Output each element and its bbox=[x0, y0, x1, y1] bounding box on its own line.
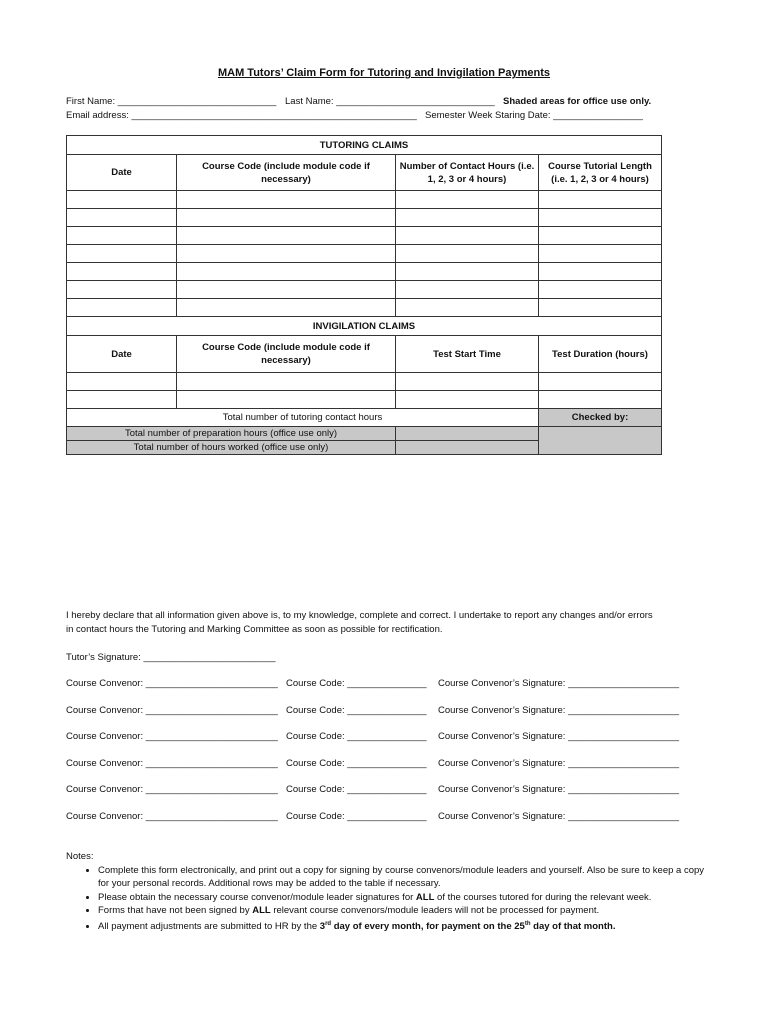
note-emphasis bbox=[320, 921, 616, 932]
hours-worked-label: Total number of hours worked (office use only) bbox=[67, 441, 396, 455]
invigilation-col-course-code: Course Code (include module code if necessary) bbox=[177, 336, 396, 373]
table-row bbox=[67, 209, 662, 227]
course-code-field[interactable]: Course Code: _______________ bbox=[286, 758, 427, 769]
table-cell[interactable] bbox=[177, 299, 396, 317]
table-cell[interactable] bbox=[539, 299, 662, 317]
note-day-number: 25 bbox=[514, 920, 525, 932]
note-text: of the courses tutored for during the relevant week. bbox=[434, 891, 652, 903]
note-emphasis: ALL bbox=[252, 905, 271, 916]
table-row bbox=[67, 373, 662, 391]
table-cell[interactable] bbox=[539, 263, 662, 281]
course-convenor-signature-field[interactable]: Course Convenor’s Signature: _____________________ bbox=[438, 678, 680, 689]
table-cell[interactable] bbox=[67, 263, 177, 281]
table-cell[interactable] bbox=[67, 391, 177, 409]
declaration bbox=[66, 609, 706, 637]
table-cell[interactable] bbox=[396, 281, 539, 299]
table-row bbox=[67, 263, 662, 281]
table-cell[interactable] bbox=[67, 209, 177, 227]
invigilation-col-duration: Test Duration (hours) bbox=[539, 336, 662, 373]
form-title: MAM Tutors’ Claim Form for Tutoring and Invigilation Payments bbox=[217, 67, 551, 79]
notes-section bbox=[66, 850, 706, 933]
course-convenor-signature-field[interactable]: Course Convenor’s Signature: _____________________ bbox=[438, 758, 680, 769]
email-field[interactable]: Email address: ______________________________________________________ bbox=[66, 110, 417, 121]
table-cell[interactable] bbox=[396, 263, 539, 281]
table-cell[interactable] bbox=[177, 373, 396, 391]
course-convenor-field[interactable]: Course Convenor: _________________________ bbox=[66, 731, 278, 742]
note-text: relevant course convenors/module leaders will not be processed for payment. bbox=[270, 905, 600, 916]
preparation-hours-label: Total number of preparation hours (office use only) bbox=[67, 427, 396, 441]
first-name-field[interactable]: First Name: ______________________________ bbox=[66, 96, 277, 107]
course-convenor-signature-field[interactable]: Course Convenor’s Signature: _____________________ bbox=[438, 784, 680, 795]
note-text: Forms that have not been signed by bbox=[98, 905, 253, 916]
declaration-line-1: I hereby declare that all information given above is, to my knowledge, complete and correct. I undertake to report any changes and/or errors bbox=[66, 610, 653, 621]
hours-worked-value bbox=[396, 441, 539, 455]
course-code-field[interactable]: Course Code: _______________ bbox=[286, 705, 427, 716]
table-cell[interactable] bbox=[539, 227, 662, 245]
table-cell[interactable] bbox=[396, 299, 539, 317]
table-row bbox=[67, 391, 662, 409]
preparation-hours-value bbox=[396, 427, 539, 441]
office-note: Shaded areas for office use only. bbox=[503, 96, 652, 107]
tutoring-col-tutorial-length: Course Tutorial Length (i.e. 1, 2, 3 or 4 hours) bbox=[539, 155, 662, 191]
table-cell[interactable] bbox=[396, 227, 539, 245]
course-convenor-signature-field[interactable]: Course Convenor’s Signature: _____________________ bbox=[438, 811, 680, 822]
table-cell[interactable] bbox=[177, 263, 396, 281]
table-cell[interactable] bbox=[396, 209, 539, 227]
note-text: Please obtain the necessary course convenor/module leader signatures for bbox=[98, 891, 416, 903]
table-cell[interactable] bbox=[539, 373, 662, 391]
tutoring-claims-heading: TUTORING CLAIMS bbox=[67, 136, 662, 155]
table-cell[interactable] bbox=[177, 245, 396, 263]
course-convenor-field[interactable]: Course Convenor: _________________________ bbox=[66, 811, 278, 822]
invigilation-col-start-time: Test Start Time bbox=[396, 336, 539, 373]
course-convenor-signature-field[interactable]: Course Convenor’s Signature: _____________________ bbox=[438, 731, 680, 742]
claims-table bbox=[66, 135, 662, 455]
table-row bbox=[67, 281, 662, 299]
table-cell[interactable] bbox=[396, 373, 539, 391]
note-item bbox=[98, 891, 706, 905]
note-text: day of every month, for payment on the bbox=[331, 920, 515, 932]
table-cell[interactable] bbox=[177, 209, 396, 227]
table-cell[interactable] bbox=[539, 245, 662, 263]
table-cell[interactable] bbox=[67, 191, 177, 209]
table-cell[interactable] bbox=[177, 281, 396, 299]
course-convenor-field[interactable]: Course Convenor: _________________________ bbox=[66, 705, 278, 716]
table-cell[interactable] bbox=[539, 209, 662, 227]
table-cell[interactable] bbox=[67, 373, 177, 391]
tutoring-col-date: Date bbox=[67, 155, 177, 191]
table-cell[interactable] bbox=[67, 227, 177, 245]
table-row bbox=[67, 191, 662, 209]
course-code-field[interactable]: Course Code: _______________ bbox=[286, 784, 427, 795]
table-cell[interactable] bbox=[396, 245, 539, 263]
course-convenor-field[interactable]: Course Convenor: _________________________ bbox=[66, 758, 278, 769]
checked-by-label: Checked by: bbox=[539, 409, 662, 427]
declaration-line-2: in contact hours the Tutoring and Marking Committee as soon as possible for rectification. bbox=[66, 624, 443, 635]
table-cell[interactable] bbox=[177, 191, 396, 209]
last-name-field[interactable]: Last Name: ______________________________ bbox=[285, 96, 495, 107]
course-code-field[interactable]: Course Code: _______________ bbox=[286, 811, 427, 822]
table-cell[interactable] bbox=[177, 227, 396, 245]
tutoring-col-course-code: Course Code (include module code if necessary) bbox=[177, 155, 396, 191]
total-tutoring-hours-label: Total number of tutoring contact hours bbox=[67, 409, 539, 427]
note-text: day of that month. bbox=[530, 920, 616, 932]
course-code-field[interactable]: Course Code: _______________ bbox=[286, 731, 427, 742]
note-text: Complete this form electronically, and print out a copy for signing by course convenors/module leaders and yourself. Also be sure to keep a copy for your personal records. Additional rows may be added to the table if necessary. bbox=[98, 864, 705, 889]
note-ordinal: rd bbox=[325, 920, 332, 927]
notes-heading: Notes: bbox=[66, 851, 94, 862]
note-item bbox=[98, 904, 706, 918]
note-item bbox=[98, 918, 706, 934]
note-text: All payment adjustments are submitted to HR by the bbox=[98, 920, 320, 932]
note-item bbox=[98, 864, 706, 891]
note-emphasis: ALL bbox=[415, 891, 435, 903]
table-cell[interactable] bbox=[67, 281, 177, 299]
table-row bbox=[67, 245, 662, 263]
table-cell[interactable] bbox=[539, 191, 662, 209]
checked-by-signature bbox=[539, 427, 662, 455]
table-row bbox=[67, 227, 662, 245]
table-cell[interactable] bbox=[67, 245, 177, 263]
course-convenor-field[interactable]: Course Convenor: _________________________ bbox=[66, 784, 278, 795]
table-row bbox=[67, 299, 662, 317]
course-convenor-signature-field[interactable]: Course Convenor’s Signature: _____________________ bbox=[438, 705, 680, 716]
table-cell[interactable] bbox=[396, 391, 539, 409]
invigilation-col-date: Date bbox=[67, 336, 177, 373]
table-cell[interactable] bbox=[396, 191, 539, 209]
course-code-field[interactable]: Course Code: _______________ bbox=[286, 678, 427, 689]
note-day-number: 3 bbox=[319, 920, 326, 932]
table-cell[interactable] bbox=[539, 391, 662, 409]
semester-week-field[interactable]: Semester Week Staring Date: _________________ bbox=[425, 110, 643, 121]
course-convenor-field[interactable]: Course Convenor: _________________________ bbox=[66, 678, 278, 689]
tutoring-col-contact-hours: Number of Contact Hours (i.e. 1, 2, 3 or 4 hours) bbox=[396, 155, 539, 191]
table-cell[interactable] bbox=[539, 281, 662, 299]
notes-list bbox=[66, 864, 706, 934]
tutor-signature-field[interactable]: Tutor’s Signature: _________________________ bbox=[66, 652, 276, 663]
table-cell[interactable] bbox=[177, 391, 396, 409]
invigilation-claims-heading: INVIGILATION CLAIMS bbox=[67, 317, 662, 336]
note-ordinal: th bbox=[524, 920, 531, 927]
table-cell[interactable] bbox=[67, 299, 177, 317]
